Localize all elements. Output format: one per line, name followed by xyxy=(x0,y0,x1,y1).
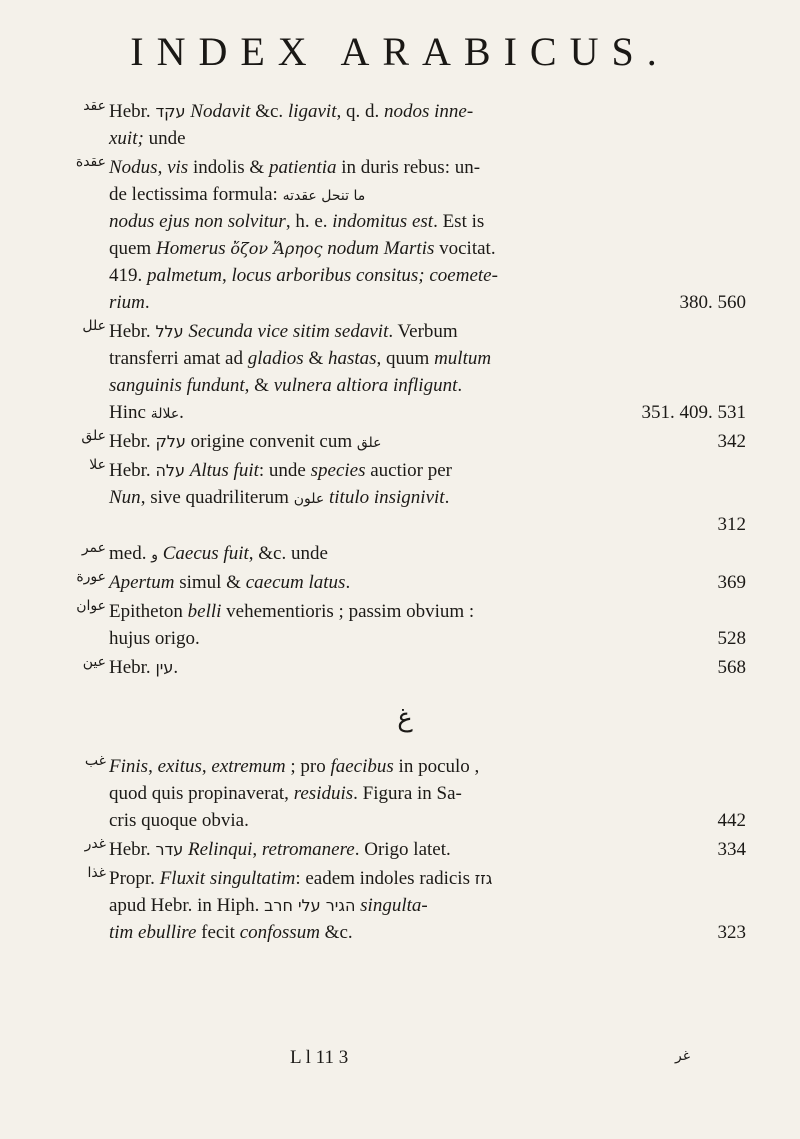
text-run: hujus origo. xyxy=(109,628,200,649)
hebrew-word: עלה xyxy=(155,461,185,480)
catchword: غر xyxy=(675,1048,691,1064)
italic-run: retromanere xyxy=(261,839,355,860)
arabic-word: علق xyxy=(356,435,382,451)
text-run: auctior per xyxy=(365,460,453,481)
hebrew-word: עקד xyxy=(155,102,186,121)
entry-line xyxy=(60,345,750,372)
entry-line xyxy=(60,865,750,892)
entry-headword: غدر xyxy=(84,836,106,852)
index-entry xyxy=(60,154,750,316)
italic-run: Nun xyxy=(109,487,141,508)
text-run: simul & xyxy=(174,572,246,593)
italic-run: patientia xyxy=(268,157,337,178)
text-run: , xyxy=(252,839,262,860)
italic-run: Homerus xyxy=(155,238,226,259)
italic-run: vis xyxy=(167,157,189,178)
index-entry xyxy=(60,428,750,455)
italic-run: Relinqui xyxy=(187,839,253,860)
index-entry xyxy=(60,598,750,652)
text-run: . xyxy=(457,375,463,396)
index-entry xyxy=(60,540,750,567)
italic-run: multum xyxy=(434,348,492,369)
text-run: . xyxy=(444,487,450,508)
hebrew-word: עדר xyxy=(155,840,184,859)
text-run: quod quis propinaverat, xyxy=(109,783,294,804)
entry-headword: عقد xyxy=(83,98,106,114)
italic-run: faecibus xyxy=(330,756,394,777)
entry-line xyxy=(60,654,750,681)
page-reference: 312 xyxy=(717,514,746,535)
entry-headword: عورة xyxy=(76,569,106,585)
text-run: transferri amat ad xyxy=(109,348,248,369)
italic-run: exitus xyxy=(157,756,202,777)
italic-run: tim ebullire xyxy=(109,922,197,943)
text-run: , xyxy=(148,756,158,777)
text-run: Hebr. xyxy=(109,101,156,122)
text-run: vocitat. xyxy=(434,238,496,259)
text-run: Hebr. xyxy=(109,431,156,452)
index-entry xyxy=(60,654,750,681)
text-run: vehementioris ; passim obvium : xyxy=(221,601,475,622)
text-run: Hebr. xyxy=(109,321,156,342)
text-run: . Est is xyxy=(433,211,485,232)
entry-headword: علق xyxy=(81,428,106,444)
page-reference: 528 xyxy=(717,628,746,649)
page-reference: 442 xyxy=(717,810,746,831)
entry-line xyxy=(60,98,750,125)
entry-line xyxy=(60,399,750,426)
text-run: , xyxy=(157,157,168,178)
italic-run: gladios xyxy=(247,348,304,369)
text-run: & xyxy=(303,348,328,369)
text-run: Hebr. xyxy=(109,460,156,481)
italic-run: residuis xyxy=(293,783,354,804)
entry-headword: علا xyxy=(89,457,106,473)
text-run: . Verbum xyxy=(388,321,458,342)
text-run: . xyxy=(345,572,351,593)
entry-headword: عين xyxy=(82,654,106,670)
italic-run: Caecus fuit xyxy=(162,543,249,564)
entry-line xyxy=(60,892,750,919)
italic-run: belli xyxy=(187,601,222,622)
hebrew-word: עלל xyxy=(155,322,184,341)
text-run: , h. e. xyxy=(285,211,333,232)
text-run: . xyxy=(179,402,184,423)
text-run: Epitheton xyxy=(109,601,188,622)
text-run: ; pro xyxy=(285,756,331,777)
page-reference: 369 xyxy=(717,572,746,593)
italic-run: vulnera altiora infligunt xyxy=(273,375,458,396)
italic-run: indomitus est xyxy=(332,211,434,232)
entry-headword: غب xyxy=(84,753,106,769)
entry-line xyxy=(60,457,750,484)
entry-headword: عوان xyxy=(76,598,106,614)
italic-run: singulta- xyxy=(360,895,428,916)
italic-run: species xyxy=(310,460,366,481)
signature-mark: L l 11 3 xyxy=(290,1047,349,1068)
page-reference: 334 xyxy=(717,839,746,860)
italic-run: Secunda vice sitim sedavit xyxy=(188,321,389,342)
text-run: indolis & xyxy=(188,157,269,178)
arabic-word: و xyxy=(151,547,158,563)
entry-line xyxy=(60,235,750,262)
text-run: unde xyxy=(143,128,186,149)
italic-run: ligavit xyxy=(287,101,337,122)
text-run: &c. xyxy=(319,922,353,943)
entry-line xyxy=(60,289,750,316)
italic-run: locus arboribus consitus; coemete- xyxy=(231,265,498,286)
page-reference: 342 xyxy=(717,431,746,452)
italic-run: Finis xyxy=(109,756,149,777)
text-run: 419. xyxy=(109,265,147,286)
italic-run: caecum latus xyxy=(245,572,346,593)
text-run: , &c. unde xyxy=(248,543,328,564)
index-entry xyxy=(60,865,750,946)
text-run: , quum xyxy=(376,348,435,369)
page-header: INDEX ARABICUS. xyxy=(130,29,670,74)
italic-run: nodum Martis xyxy=(327,238,435,259)
text-run: in duris rebus: un- xyxy=(336,157,481,178)
italic-run: rium xyxy=(109,292,145,313)
italic-run: xuit; xyxy=(109,128,144,149)
text-run: med. xyxy=(109,543,152,564)
text-run: origine convenit cum xyxy=(185,431,357,452)
text-run: : unde xyxy=(258,460,311,481)
text-run: apud Hebr. in Hiph. xyxy=(109,895,265,916)
text-run: quem xyxy=(109,238,156,259)
text-run: Hinc xyxy=(109,402,151,423)
text-run: cris quoque obvia. xyxy=(109,810,249,831)
text-run: , xyxy=(201,756,212,777)
text-run: Hebr. xyxy=(109,657,156,678)
text-run: . Origo latet. xyxy=(354,839,451,860)
hebrew-word: גזז xyxy=(474,869,493,888)
text-run: . Figura in Sa- xyxy=(353,783,462,804)
italic-run: hastas xyxy=(327,348,377,369)
italic-run: sanguinis fundunt xyxy=(109,375,245,396)
italic-run: confossum xyxy=(239,922,320,943)
entry-line xyxy=(60,919,750,946)
italic-run: nodos inne- xyxy=(384,101,474,122)
hebrew-word: עלק xyxy=(155,432,186,451)
index-entry xyxy=(60,98,750,152)
index-entry xyxy=(60,836,750,863)
arabic-word: علون xyxy=(293,491,325,507)
entry-line xyxy=(60,540,750,567)
entry-headword: غذا xyxy=(87,865,106,881)
index-entry xyxy=(60,569,750,596)
text-run: , sive quadriliterum xyxy=(140,487,294,508)
index-entries xyxy=(60,98,750,948)
arabic-word: ما تنحل عقدته xyxy=(282,188,366,204)
italic-run: Apertum xyxy=(109,572,175,593)
page-reference: 351. 409. 531 xyxy=(641,402,746,423)
text-run: . xyxy=(173,657,179,678)
greek-phrase: ὄζον Ἄρηος xyxy=(230,239,323,258)
hebrew-word: עין xyxy=(155,658,174,677)
italic-run: extremum xyxy=(211,756,286,777)
entry-line xyxy=(60,625,750,652)
text-run: , & xyxy=(244,375,274,396)
entry-headword: عقدة xyxy=(75,154,106,170)
italic-run: Fluxit singultatim xyxy=(159,868,296,889)
index-entry xyxy=(60,457,750,538)
text-run: &c. xyxy=(250,101,288,122)
entry-line xyxy=(60,262,750,289)
entry-line xyxy=(60,318,750,345)
entry-line xyxy=(60,154,750,181)
section-letter-heading: غ xyxy=(397,703,413,733)
entry-line xyxy=(60,208,750,235)
entry-line xyxy=(60,372,750,399)
entry-headword: علل xyxy=(82,318,106,334)
hebrew-word: הגיר עלי חרב xyxy=(264,896,356,915)
text-run: . xyxy=(144,292,150,313)
entry-line xyxy=(60,428,750,455)
italic-run: titulo insignivit xyxy=(328,487,445,508)
arabic-word: علالة xyxy=(150,406,180,422)
entry-line xyxy=(60,511,750,538)
italic-run: palmetum xyxy=(147,265,222,286)
page-reference: 380. 560 xyxy=(679,292,746,313)
entry-headword: عمر xyxy=(81,540,106,556)
entry-line xyxy=(60,836,750,863)
page-reference: 568 xyxy=(717,657,746,678)
entry-line xyxy=(60,598,750,625)
index-entry xyxy=(60,753,750,834)
entry-line xyxy=(60,569,750,596)
entry-line xyxy=(60,807,750,834)
entry-line xyxy=(60,753,750,780)
text-run: : eadem indoles radicis xyxy=(295,868,475,889)
text-run: , xyxy=(221,265,232,286)
text-run: fecit xyxy=(196,922,240,943)
entry-line xyxy=(60,181,750,208)
italic-run: Nodus xyxy=(109,157,158,178)
page-reference: 323 xyxy=(717,922,746,943)
text-run: Hebr. xyxy=(109,839,156,860)
text-run: de lectissima formula: xyxy=(109,184,283,205)
text-run: in poculo , xyxy=(393,756,480,777)
text-run: , q. d. xyxy=(336,101,384,122)
italic-run: nodus ejus non solvitur xyxy=(109,211,286,232)
text-run: Propr. xyxy=(109,868,160,889)
entry-line xyxy=(60,780,750,807)
italic-run: Altus fuit xyxy=(189,460,259,481)
entry-line xyxy=(60,125,750,152)
index-entry xyxy=(60,318,750,426)
entry-line xyxy=(60,484,750,511)
italic-run: Nodavit xyxy=(190,101,251,122)
